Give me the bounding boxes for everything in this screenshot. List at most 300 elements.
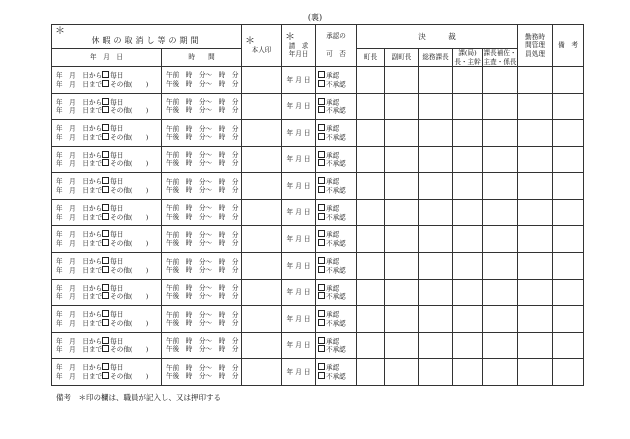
other-checkbox[interactable] [102,292,109,299]
other-checkbox[interactable] [102,266,109,273]
general-affairs-seal-cell[interactable] [419,279,453,306]
reject-label: 不承認 [326,266,346,275]
assistant-seal-cell[interactable] [483,173,518,200]
remarks-cell[interactable] [553,93,584,120]
time-am: 午前 時 分～ 時 分 [166,124,239,133]
attendance-manager-cell[interactable] [518,359,553,386]
form-row [52,226,584,253]
other-checkbox[interactable] [102,106,109,113]
assistant-seal-cell[interactable] [483,359,518,386]
general-affairs-seal-cell[interactable] [419,120,453,147]
other-checkbox[interactable] [102,159,109,166]
request-date-cell[interactable]: 年 月 日 [282,120,316,147]
approval-cell [316,306,357,333]
time-pm: 午後 時 分～ 時 分 [166,292,239,301]
seal-cell[interactable] [242,226,282,253]
section-chief-seal-cell[interactable] [453,173,483,200]
section-chief-seal-cell[interactable] [453,93,483,120]
time-pm: 午後 時 分～ 時 分 [166,79,239,88]
request-date-header-cell [282,25,316,67]
date-column-header: 年 月 日 [52,49,162,67]
form-row [52,120,584,147]
request-date-cell[interactable]: 年 月 日 [282,359,316,386]
attendance-manager-cell[interactable] [518,199,553,226]
date-to: 年 月 日まで [56,80,103,89]
general-affairs-seal-cell[interactable] [419,306,453,333]
mayor-seal-cell[interactable] [357,332,385,359]
time-column-header: 時 間 [162,49,242,67]
every-day-checkbox[interactable] [102,177,109,184]
every-day-label: 毎日 [110,337,124,346]
request-date-cell[interactable]: 年 月 日 [282,226,316,253]
request-title-line2: 年月日 [288,49,309,58]
approve-checkbox[interactable] [318,98,325,105]
every-day-checkbox[interactable] [102,310,109,317]
time-pm: 午後 時 分～ 時 分 [166,186,239,195]
approve-checkbox[interactable] [318,284,325,291]
remarks-header: 備 考 [553,25,584,67]
time-range-cell[interactable] [162,66,242,93]
reject-checkbox[interactable] [318,159,325,166]
date-to: 年 月 日まで [56,266,103,275]
reject-label: 不承認 [326,159,346,168]
attendance-manager-cell[interactable] [518,146,553,173]
time-range-cell[interactable] [162,199,242,226]
assistant-seal-cell[interactable] [483,252,518,279]
approve-label: 承認 [326,337,340,346]
decision-title: 決 裁 [357,25,518,49]
reject-checkbox[interactable] [318,106,325,113]
reject-label: 不承認 [326,80,346,89]
approve-checkbox[interactable] [318,257,325,264]
date-to: 年 月 日まで [56,319,103,328]
approve-checkbox[interactable] [318,124,325,131]
time-range-cell[interactable] [162,306,242,333]
remarks-cell[interactable] [553,332,584,359]
remarks-cell[interactable] [553,252,584,279]
form-row [52,199,584,226]
deputy-mayor-seal-cell[interactable] [385,173,419,200]
every-day-checkbox[interactable] [102,204,109,211]
approval-header-cell [316,25,357,67]
seal-cell[interactable] [242,146,282,173]
form-row [52,252,584,279]
approve-label: 承認 [326,284,340,293]
approval-title-line2: 可 否 [326,50,346,59]
remarks-cell[interactable] [553,306,584,333]
general-affairs-seal-cell[interactable] [419,173,453,200]
every-day-label: 毎日 [110,230,124,239]
leave-cancellation-table [51,24,584,386]
date-from: 年 月 日から [56,257,103,266]
every-day-label: 毎日 [110,204,124,213]
seal-cell[interactable] [242,279,282,306]
attendance-manager-cell[interactable] [518,226,553,253]
mayor-seal-cell[interactable] [357,173,385,200]
remarks-cell[interactable] [553,173,584,200]
every-day-label: 毎日 [110,177,124,186]
date-range-cell[interactable] [52,173,162,200]
seal-cell[interactable] [242,252,282,279]
mayor-seal-cell[interactable] [357,66,385,93]
reject-label: 不承認 [326,319,346,328]
general-affairs-seal-cell[interactable] [419,66,453,93]
mayor-seal-cell[interactable] [357,226,385,253]
general-affairs-seal-cell[interactable] [419,252,453,279]
mayor-seal-cell[interactable] [357,359,385,386]
deputy-mayor-seal-cell[interactable] [385,93,419,120]
date-to: 年 月 日まで [56,345,103,354]
general-affairs-seal-cell[interactable] [419,332,453,359]
remarks-cell[interactable] [553,120,584,147]
other-label: その他( ) [110,80,149,89]
approval-cell [316,226,357,253]
form-row [52,306,584,333]
back-side-label: (裏) [307,13,323,22]
every-day-checkbox[interactable] [102,363,109,370]
section-chief-seal-cell[interactable] [453,279,483,306]
deputy-mayor-seal-cell[interactable] [385,252,419,279]
approve-label: 承認 [326,98,340,107]
every-day-checkbox[interactable] [102,151,109,158]
approval-cell [316,252,357,279]
approve-label: 承認 [326,124,340,133]
form-row [52,66,584,93]
reject-label: 不承認 [326,292,346,301]
date-range-cell[interactable] [52,199,162,226]
general-affairs-seal-cell[interactable] [419,199,453,226]
deputy-mayor-seal-cell[interactable] [385,66,419,93]
other-checkbox[interactable] [102,319,109,326]
required-star: ＊ [245,35,255,47]
date-range-cell[interactable] [52,146,162,173]
assistant-seal-cell[interactable] [483,226,518,253]
remarks-cell[interactable] [553,279,584,306]
time-am: 午前 時 分～ 時 分 [166,177,239,186]
other-checkbox[interactable] [102,239,109,246]
other-checkbox[interactable] [102,345,109,352]
every-day-checkbox[interactable] [102,71,109,78]
attendance-manager-cell[interactable] [518,93,553,120]
form-row [52,173,584,200]
assistant-seal-cell[interactable] [483,332,518,359]
approver-header-1: 町長 [357,49,385,67]
approve-label: 承認 [326,363,340,372]
request-date-cell[interactable]: 年 月 日 [282,252,316,279]
approve-label: 承認 [326,310,340,319]
approve-checkbox[interactable] [318,204,325,211]
attendance-title-line2: 間管理 [525,41,545,50]
reject-label: 不承認 [326,345,346,354]
other-checkbox[interactable] [102,133,109,140]
seal-cell[interactable] [242,93,282,120]
request-date-cell[interactable]: 年 月 日 [282,146,316,173]
section-chief-seal-cell[interactable] [453,252,483,279]
approve-checkbox[interactable] [318,310,325,317]
date-from: 年 月 日から [56,363,103,372]
reject-checkbox[interactable] [318,319,325,326]
remarks-cell[interactable] [553,359,584,386]
time-pm: 午後 時 分～ 時 分 [166,372,239,381]
section-chief-seal-cell[interactable] [453,332,483,359]
other-label: その他( ) [110,213,149,222]
general-affairs-seal-cell[interactable] [419,146,453,173]
reject-label: 不承認 [326,213,346,222]
request-date-cell[interactable]: 年 月 日 [282,306,316,333]
mayor-seal-cell[interactable] [357,252,385,279]
date-from: 年 月 日から [56,151,103,160]
seal-cell[interactable] [242,306,282,333]
assistant-seal-cell[interactable] [483,199,518,226]
other-checkbox[interactable] [102,372,109,379]
section-chief-seal-cell[interactable] [453,199,483,226]
request-date-cell[interactable]: 年 月 日 [282,279,316,306]
form-row [52,359,584,386]
mayor-seal-cell[interactable] [357,93,385,120]
reject-checkbox[interactable] [318,239,325,246]
time-am: 午前 時 分～ 時 分 [166,204,239,213]
reject-label: 不承認 [326,372,346,381]
section-chief-seal-cell[interactable] [453,226,483,253]
every-day-checkbox[interactable] [102,230,109,237]
attendance-manager-cell[interactable] [518,279,553,306]
approval-cell [316,66,357,93]
form-row [52,332,584,359]
attendance-manager-cell[interactable] [518,66,553,93]
required-star: ＊ [55,26,65,38]
assistant-seal-cell[interactable] [483,66,518,93]
assistant-seal-cell[interactable] [483,93,518,120]
seal-cell[interactable] [242,173,282,200]
remarks-cell[interactable] [553,146,584,173]
assistant-seal-cell[interactable] [483,146,518,173]
time-am: 午前 時 分～ 時 分 [166,310,239,319]
time-am: 午前 時 分～ 時 分 [166,71,239,80]
time-pm: 午後 時 分～ 時 分 [166,345,239,354]
every-day-label: 毎日 [110,151,124,160]
form-row [52,146,584,173]
other-label: その他( ) [110,133,149,142]
every-day-label: 毎日 [110,124,124,133]
mayor-seal-cell[interactable] [357,146,385,173]
deputy-mayor-seal-cell[interactable] [385,199,419,226]
time-am: 午前 時 分～ 時 分 [166,363,239,372]
attendance-manager-cell[interactable] [518,332,553,359]
time-range-cell[interactable] [162,120,242,147]
every-day-label: 毎日 [110,71,124,80]
attendance-manager-cell[interactable] [518,306,553,333]
time-pm: 午後 時 分～ 時 分 [166,212,239,221]
date-range-cell[interactable] [52,306,162,333]
date-to: 年 月 日まで [56,239,103,248]
attendance-manager-cell[interactable] [518,173,553,200]
deputy-mayor-seal-cell[interactable] [385,279,419,306]
reject-checkbox[interactable] [318,266,325,273]
deputy-mayor-seal-cell[interactable] [385,120,419,147]
time-range-cell[interactable] [162,359,242,386]
date-to: 年 月 日まで [56,292,103,301]
seal-cell[interactable] [242,66,282,93]
time-range-cell[interactable] [162,146,242,173]
time-range-cell[interactable] [162,332,242,359]
remarks-cell[interactable] [553,199,584,226]
date-range-cell[interactable] [52,252,162,279]
mayor-seal-cell[interactable] [357,120,385,147]
section-chief-seal-cell[interactable] [453,306,483,333]
section-chief-seal-cell[interactable] [453,120,483,147]
time-range-cell[interactable] [162,279,242,306]
time-am: 午前 時 分～ 時 分 [166,257,239,266]
general-affairs-seal-cell[interactable] [419,226,453,253]
deputy-mayor-seal-cell[interactable] [385,146,419,173]
other-checkbox[interactable] [102,186,109,193]
reject-checkbox[interactable] [318,345,325,352]
period-title: 休暇の取消し等の期間 [91,36,202,46]
other-checkbox[interactable] [102,80,109,87]
mayor-seal-cell[interactable] [357,306,385,333]
every-day-label: 毎日 [110,363,124,372]
attendance-title-line1: 勤務時 [525,33,545,42]
approve-checkbox[interactable] [318,71,325,78]
required-star: ＊ [285,31,295,43]
mayor-seal-cell[interactable] [357,199,385,226]
request-date-cell[interactable]: 年 月 日 [282,332,316,359]
approve-label: 承認 [326,230,340,239]
deputy-mayor-seal-cell[interactable] [385,359,419,386]
approve-label: 承認 [326,204,340,213]
approve-label: 承認 [326,177,340,186]
reject-checkbox[interactable] [318,80,325,87]
other-label: その他( ) [110,106,149,115]
every-day-checkbox[interactable] [102,257,109,264]
every-day-checkbox[interactable] [102,337,109,344]
date-to: 年 月 日まで [56,159,103,168]
seal-cell[interactable] [242,120,282,147]
reject-checkbox[interactable] [318,213,325,220]
request-date-cell[interactable]: 年 月 日 [282,93,316,120]
mayor-seal-cell[interactable] [357,279,385,306]
approve-checkbox[interactable] [318,337,325,344]
request-date-cell[interactable]: 年 月 日 [282,199,316,226]
approver-header-4: 課(局)長・主幹 [454,49,481,66]
other-label: その他( ) [110,345,149,354]
seal-cell[interactable] [242,359,282,386]
date-from: 年 月 日から [56,230,103,239]
every-day-checkbox[interactable] [102,124,109,131]
other-label: その他( ) [110,159,149,168]
reject-label: 不承認 [326,133,346,142]
time-range-cell[interactable] [162,226,242,253]
approve-label: 承認 [326,151,340,160]
date-from: 年 月 日から [56,337,103,346]
every-day-checkbox[interactable] [102,284,109,291]
time-range-cell[interactable] [162,173,242,200]
assistant-seal-cell[interactable] [483,306,518,333]
reject-checkbox[interactable] [318,133,325,140]
date-from: 年 月 日から [56,71,103,80]
other-checkbox[interactable] [102,213,109,220]
every-day-checkbox[interactable] [102,98,109,105]
date-from: 年 月 日から [56,124,103,133]
remarks-cell[interactable] [553,66,584,93]
time-range-cell[interactable] [162,252,242,279]
approver-header-5: 課長補佐・主査・係長 [483,49,517,66]
time-am: 午前 時 分～ 時 分 [166,337,239,346]
request-date-cell[interactable]: 年 月 日 [282,66,316,93]
deputy-mayor-seal-cell[interactable] [385,332,419,359]
approve-checkbox[interactable] [318,151,325,158]
remarks-cell[interactable] [553,226,584,253]
other-label: その他( ) [110,186,149,195]
every-day-label: 毎日 [110,98,124,107]
attendance-title-line3: 員処理 [525,49,545,58]
date-range-cell[interactable] [52,332,162,359]
other-label: その他( ) [110,239,149,248]
seal-cell[interactable] [242,332,282,359]
date-to: 年 月 日まで [56,133,103,142]
assistant-seal-cell[interactable] [483,279,518,306]
other-label: その他( ) [110,319,149,328]
reject-checkbox[interactable] [318,292,325,299]
time-pm: 午後 時 分～ 時 分 [166,106,239,115]
date-range-cell[interactable] [52,66,162,93]
general-affairs-seal-cell[interactable] [419,359,453,386]
request-date-cell[interactable]: 年 月 日 [282,173,316,200]
deputy-mayor-seal-cell[interactable] [385,226,419,253]
date-to: 年 月 日まで [56,372,103,381]
approval-cell [316,199,357,226]
reject-label: 不承認 [326,239,346,248]
reject-checkbox[interactable] [318,372,325,379]
approval-cell [316,359,357,386]
date-from: 年 月 日から [56,284,103,293]
general-affairs-seal-cell[interactable] [419,93,453,120]
section-chief-seal-cell[interactable] [453,359,483,386]
reject-label: 不承認 [326,186,346,195]
date-range-cell[interactable] [52,226,162,253]
section-chief-seal-cell[interactable] [453,146,483,173]
section-chief-seal-cell[interactable] [453,66,483,93]
date-range-cell[interactable] [52,359,162,386]
deputy-mayor-seal-cell[interactable] [385,306,419,333]
attendance-manager-cell[interactable] [518,252,553,279]
seal-cell[interactable] [242,199,282,226]
reject-label: 不承認 [326,106,346,115]
approve-checkbox[interactable] [318,230,325,237]
approve-checkbox[interactable] [318,363,325,370]
approval-cell [316,93,357,120]
date-from: 年 月 日から [56,204,103,213]
seal-header-cell [242,25,282,67]
form-row [52,279,584,306]
time-range-cell[interactable] [162,93,242,120]
other-label: その他( ) [110,292,149,301]
date-range-cell[interactable] [52,93,162,120]
date-range-cell[interactable] [52,279,162,306]
date-to: 年 月 日まで [56,213,103,222]
reject-checkbox[interactable] [318,186,325,193]
date-range-cell[interactable] [52,120,162,147]
date-from: 年 月 日から [56,310,103,319]
assistant-seal-cell[interactable] [483,120,518,147]
attendance-manager-cell[interactable] [518,120,553,147]
period-header-cell [52,25,242,49]
form-row [52,93,584,120]
time-am: 午前 時 分～ 時 分 [166,98,239,107]
approve-checkbox[interactable] [318,177,325,184]
approval-cell [316,173,357,200]
date-from: 年 月 日から [56,98,103,107]
